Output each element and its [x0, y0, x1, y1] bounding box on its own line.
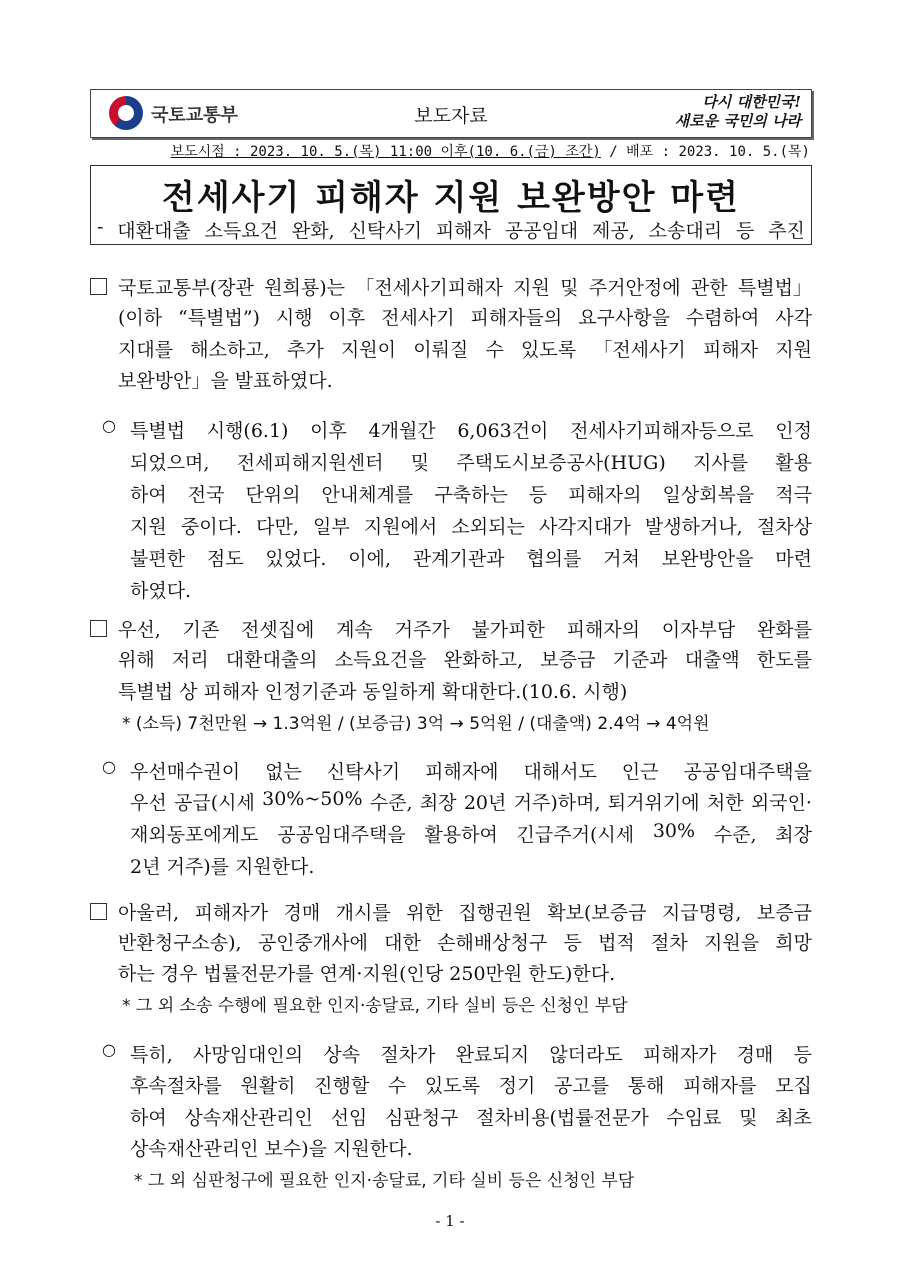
word: 경매 — [736, 1044, 774, 1066]
word: 등 — [528, 484, 548, 506]
word: 특별법」 — [737, 277, 812, 299]
word: 특히, — [130, 1044, 173, 1066]
word: 구축하는 — [434, 484, 508, 506]
word: 불가피한 — [471, 619, 545, 641]
word: 및 — [410, 452, 430, 474]
word: 절차비용(법률전문가 — [476, 1107, 649, 1129]
word: 관한 — [690, 277, 728, 299]
word: 공고를 — [553, 1075, 610, 1097]
word: 협의를 — [526, 548, 582, 570]
word: 처한 — [706, 792, 744, 814]
word: 있도록 — [424, 1075, 480, 1097]
word: 지원을 — [703, 932, 760, 954]
circle-bullet-icon: ○ — [102, 416, 116, 435]
word: 기준과 — [612, 649, 668, 671]
word: 원희룡)는 — [264, 277, 346, 299]
paragraph-line — [118, 273, 812, 300]
word: 전세사기 — [381, 307, 455, 329]
word: 수렴하여 — [685, 307, 760, 329]
word: 6,063건이 — [457, 420, 549, 442]
word: 희망 — [775, 932, 812, 954]
word: 사망임대인의 — [193, 1044, 304, 1066]
word: 완료되지 — [455, 1044, 530, 1066]
word: 외국인· — [750, 792, 812, 814]
word: 완화, — [291, 220, 335, 242]
word: 피해자 — [435, 220, 491, 242]
word: 지원 — [775, 339, 812, 361]
word: 인정 — [775, 420, 812, 442]
word: 마련 — [775, 548, 812, 570]
word: 피해자가 — [194, 902, 268, 924]
footnote: * (소득) 7천만원 → 1.3억원 / (보증금) 3억 → 5억원 / (대출액) 2.4억 → 4억원 — [122, 714, 710, 734]
word: 완화를 — [756, 619, 812, 641]
word: 긴급주거(시세 — [516, 824, 635, 846]
word: 관계기관과 — [412, 548, 505, 570]
word: 원활히 — [240, 1075, 296, 1097]
paragraph-line — [130, 544, 812, 571]
word: 위해 — [118, 649, 155, 671]
word: 공공임대 — [504, 220, 579, 242]
word: 모집 — [775, 1075, 812, 1097]
word: 「전세사기피해자 — [355, 277, 503, 299]
word: 요구사항을 — [578, 307, 670, 329]
word: 심판청구 — [384, 1107, 459, 1129]
word: 공공임대주택을 — [277, 824, 406, 846]
paragraph-line: 하였다. — [130, 580, 192, 602]
word: 인근 — [621, 761, 659, 783]
word: 수임료 — [666, 1107, 722, 1129]
word: 불편한 — [130, 548, 186, 570]
word: 완화하고, — [443, 649, 524, 671]
word: 단위의 — [245, 484, 301, 506]
paragraph-line — [130, 448, 812, 475]
word: 수 — [485, 339, 504, 361]
word: 등 — [735, 220, 755, 242]
word: 대한 — [384, 932, 421, 954]
paragraph-line — [130, 1103, 812, 1130]
paragraph-line — [130, 1040, 812, 1067]
word: 공인중개사에 — [257, 932, 368, 954]
word: 재외동포에게도 — [130, 824, 259, 846]
word: 이에, — [348, 548, 391, 570]
word: 수준, — [369, 792, 413, 814]
word: 수 — [387, 1075, 407, 1097]
paragraph-line — [118, 303, 812, 330]
word: 지원 — [513, 277, 550, 299]
word: 보증금 — [756, 902, 812, 924]
word: 최초 — [775, 1107, 812, 1129]
word: 후속절차를 — [130, 1075, 222, 1097]
word: 공급(시세 — [174, 792, 255, 814]
slogan-line: 새로운 국민의 나라 — [674, 112, 801, 130]
paragraph-line — [130, 512, 812, 539]
word: 보증금 — [540, 649, 596, 671]
word: - — [97, 216, 104, 238]
word: 피해자 — [702, 339, 759, 361]
word: 수준, — [713, 824, 757, 846]
slogan — [675, 93, 801, 131]
word: 및 — [560, 277, 579, 299]
word: 경매 — [283, 902, 321, 924]
word: 피해자에 — [425, 761, 499, 783]
square-bullet-icon — [90, 620, 107, 637]
word: 이뤄질 — [413, 339, 469, 361]
word: 대환대출 — [117, 220, 191, 242]
word: 위한 — [406, 902, 443, 924]
word: 점도 — [206, 548, 244, 570]
word: 대출액 — [684, 649, 740, 671]
word: 특별법 — [130, 420, 186, 442]
word: 이자부담 — [661, 619, 736, 641]
word: 피해자의 — [566, 619, 641, 641]
word: 하여 — [130, 484, 167, 506]
release-time: 보도시점 : 2023. 10. 5.(목) 11:00 이후(10. 6.(금) 조간) — [170, 144, 601, 160]
page-title: 전세사기 피해자 지원 보완방안 마련 — [161, 178, 740, 218]
word: 되었으며, — [130, 452, 210, 474]
word: 피해자의 — [568, 484, 642, 506]
word: 거주가 — [394, 619, 450, 641]
document-type: 보도자료 — [414, 105, 488, 127]
word: 시행 — [275, 307, 313, 329]
circle-bullet-icon: ○ — [102, 1040, 116, 1059]
word: 지원에서 — [363, 516, 438, 538]
word: “특별법”) — [178, 307, 260, 329]
word: 제공, — [592, 220, 635, 242]
word: 우선매수권이 — [130, 761, 241, 783]
word: 추진 — [768, 220, 805, 242]
word: 최장 — [419, 792, 457, 814]
word: 전셋집에 — [240, 619, 315, 641]
word: 하여 — [130, 1107, 167, 1129]
word: 확보(보증금 — [547, 902, 647, 924]
paragraph-line — [130, 788, 812, 815]
word: 전세피해지원센터 — [236, 452, 384, 474]
word: 피해자들의 — [470, 307, 563, 329]
word: 중이다. — [180, 516, 242, 538]
footnote: * 그 외 심판청구에 필요한 인지·송달료, 기타 실비 등은 신청인 부담 — [134, 1171, 635, 1191]
word: 안내체계를 — [321, 484, 414, 506]
word: 적극 — [775, 484, 812, 506]
word: 우선, — [118, 619, 161, 641]
word: 지원 — [130, 516, 167, 538]
word: 및 — [739, 1107, 758, 1129]
word: 개시를 — [335, 902, 391, 924]
distribution-date: / 배포 : 2023. 10. 5.(목) — [600, 144, 810, 160]
word: 거쳐 — [603, 548, 640, 570]
word: 지원이 — [340, 339, 396, 361]
paragraph-line: 보완방안」을 발표하였다. — [118, 370, 333, 392]
word: 일부 — [313, 516, 350, 538]
word: 소외되는 — [451, 516, 525, 538]
word: 「전세사기 — [593, 339, 686, 361]
subtitle — [97, 216, 805, 243]
word: 피해자가 — [643, 1044, 717, 1066]
word: 30% — [652, 820, 696, 842]
paragraph-line — [130, 757, 812, 784]
word: 선임 — [330, 1107, 368, 1129]
word: 해소하고, — [190, 339, 270, 361]
word: 발생하거나, — [644, 516, 743, 538]
word: 주택도시보증공사(HUG) — [456, 452, 666, 474]
word: 법적 — [598, 932, 635, 954]
paragraph-line: 하는 경우 법률전문가를 연계·지원(인당 250만원 한도)한다. — [118, 963, 616, 985]
paragraph-line — [130, 416, 812, 443]
word: 보완방안을 — [661, 548, 754, 570]
word: 반환청구소송), — [118, 932, 242, 954]
word: 주거안정에 — [588, 277, 681, 299]
word: 통해 — [627, 1075, 665, 1097]
word: 정기 — [498, 1075, 536, 1097]
word: 국토교통부(장관 — [118, 277, 254, 299]
paragraph-line: 2년 거주)를 지원한다. — [130, 856, 315, 878]
word: 이후 — [328, 307, 366, 329]
word: 20년 — [463, 792, 507, 814]
word: 전세사기피해자등으로 — [570, 420, 754, 442]
paragraph-line: 상속재산관리인 보수)을 지원한다. — [130, 1138, 413, 1160]
release-info — [171, 141, 810, 161]
word: 우선 — [130, 792, 167, 814]
word: 등 — [563, 932, 582, 954]
footnote: * 그 외 소송 수행에 필요한 인지·송달료, 기타 실비 등은 신청인 부담 — [122, 996, 628, 1016]
word: 지급명령, — [661, 902, 742, 924]
paragraph-line — [118, 928, 812, 955]
word: 이후 — [310, 420, 347, 442]
word: 진행할 — [314, 1075, 370, 1097]
paragraph-line — [130, 1071, 812, 1098]
circle-bullet-icon: ○ — [102, 757, 116, 776]
word: 있었다. — [265, 548, 327, 570]
word: 계속 — [336, 619, 373, 641]
word: 지사를 — [692, 452, 749, 474]
word: 대환대출의 — [225, 649, 318, 671]
word: 시행(6.1) — [206, 420, 289, 442]
word: 대해서도 — [523, 761, 597, 783]
word: 한도를 — [756, 649, 812, 671]
word: 추가 — [286, 339, 324, 361]
paragraph-line — [118, 615, 812, 642]
word: 절차가 — [380, 1044, 436, 1066]
paragraph-line — [130, 820, 812, 847]
paragraph-line — [118, 645, 812, 672]
word: (이하 — [118, 307, 163, 329]
paragraph-line — [118, 335, 812, 362]
word: 소득요건을 — [334, 649, 427, 671]
square-bullet-icon — [90, 278, 107, 295]
slogan-line: 다시 대한민국! — [702, 93, 801, 111]
word: 손해배상청구 — [437, 932, 548, 954]
word: 상속 — [323, 1044, 361, 1066]
word: 집행권원 — [458, 902, 532, 924]
ministry-name: 국토교통부 — [151, 105, 238, 126]
paragraph-line — [130, 480, 812, 507]
paragraph-line — [118, 898, 812, 925]
word: 절차상 — [756, 516, 812, 538]
word: 피해자를 — [683, 1075, 757, 1097]
word: 활용 — [775, 452, 812, 474]
paragraph-line: 특별법 상 피해자 인정기준과 동일하게 확대한다.(10.6. 시행) — [118, 681, 628, 703]
word: 소송대리 — [648, 220, 723, 242]
word: 일상회복을 — [662, 484, 755, 506]
word: 소득요건 — [204, 220, 279, 242]
word: 사각 — [775, 307, 812, 329]
word: 30%~50% — [262, 788, 363, 810]
word: 아울러, — [118, 902, 180, 924]
word: 지대를 — [118, 339, 174, 361]
word: 등 — [793, 1044, 812, 1066]
page-number: - 1 - — [435, 1212, 465, 1230]
word: 저리 — [171, 649, 209, 671]
word: 절차 — [651, 932, 688, 954]
title-box — [90, 165, 812, 245]
word: 않더라도 — [549, 1044, 623, 1066]
word: 퇴거위기에 — [607, 792, 700, 814]
press-header — [90, 89, 812, 138]
word: 공공임대주택을 — [683, 761, 812, 783]
word: 기존 — [182, 619, 220, 641]
word: 상속재산관리인 — [184, 1107, 313, 1129]
word: 최장 — [775, 824, 812, 846]
word: 사각지대가 — [538, 516, 631, 538]
word: 4개월간 — [368, 420, 436, 442]
word: 활용하여 — [424, 824, 498, 846]
word: 다만, — [256, 516, 299, 538]
square-bullet-icon — [90, 903, 107, 920]
word: 신탁사기 — [348, 220, 422, 242]
word: 있도록 — [521, 339, 577, 361]
word: 신탁사기 — [326, 761, 401, 783]
word: 전국 — [187, 484, 225, 506]
word: 거주)하며, — [513, 792, 601, 814]
word: 없는 — [265, 761, 302, 783]
